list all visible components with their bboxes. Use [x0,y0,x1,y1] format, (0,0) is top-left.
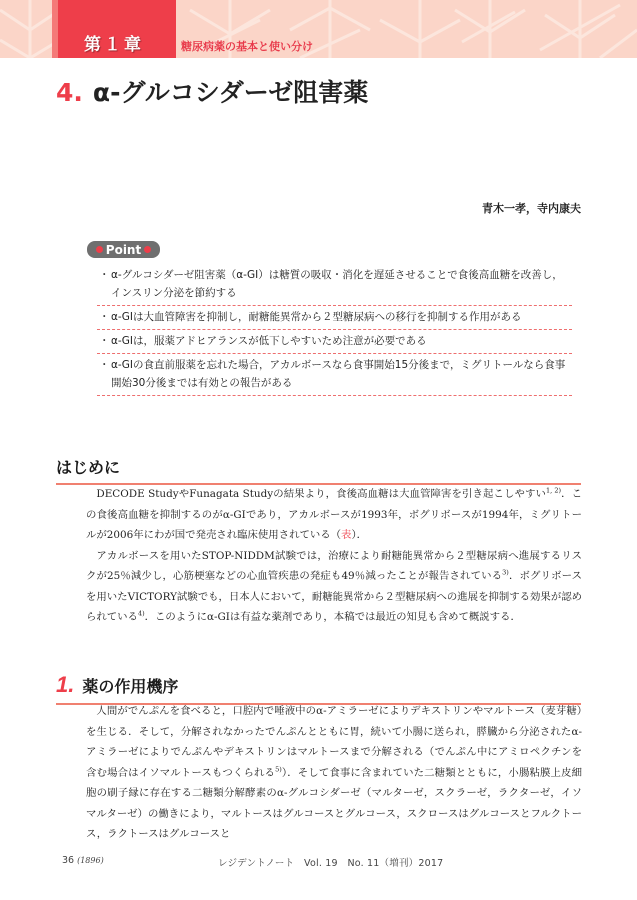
point-text: α-GIは大血管障害を抑制し，耐糖能異常から２型糖尿病への移行を抑制する作用がある [111,311,522,323]
intro-paragraph-1: DECODE StudyやFunagata Studyの結果より，食後高血糖は大血管障害を引き起こしやすい$^{1, 2)}$．この食後高血糖を抑制するのがα-GIであり，アカルボースが1993年，ボグリボースが1994年，ミグリトールが2006年にわが国で発売され臨床使用されている（表）． [86,486,582,541]
point-item [97,330,572,354]
section-1-heading-text: 薬の作用機序 [82,677,179,696]
article-number: 4. [56,78,83,107]
bullet-icon: ・ [99,335,110,347]
article-title-text: α-グルコシダーゼ阻害薬 [92,78,369,107]
point-item [97,354,572,396]
chapter-label: 第１章 [84,35,144,55]
journal-info: レジデントノート Vol. 19 No. 11（増刊）2017 [218,858,444,869]
point-badge-label: Point [105,242,142,257]
section-1-body [86,701,582,845]
point-text: α-GIは，服薬アドヒアランスが低下しやすいため注意が必要である [111,335,427,347]
section-1-paragraph-1: 人間がでんぷんを食べると，口腔内で唾液中のα-アミラーゼによりデキストリンやマルトース（麦芽糖）を生じる．そして，分解されなかったでんぷんとともに胃，続いて小腸に送られ，膵臓から分泌されたα-アミラーゼによりでんぷんやデキストリンはマルトースまで分解される（でんぷん中にアミロペクチンを含む場合はイソマルトースもつくられる$^{5)}$）．そして食事に含まれていた二糖類とともに，小腸粘膜上皮細胞の刷子縁に存在する二糖類分解酵素のα-グルコシダーゼ（マルターゼ，スクラーゼ，ラクターゼ，イソマルターゼ）の働きにより，マルトースはグルコースとグルコース，スクロースはグルコースとフルクトース，ラクトースはグルコースと [86,705,582,840]
point-badge [87,241,160,258]
chapter-subtitle: 糖尿病薬の基本と使い分け [181,40,313,53]
point-item [97,306,572,330]
article-title [56,73,368,109]
badge-dot-icon [96,246,103,253]
point-text: α-グルコシダーゼ阻害薬（α-GI）は糖質の吸収・消化を遅延させることで食後高血糖を改善し，インスリン分泌を節約する [111,269,563,299]
page-sub-number: (1896) [77,856,104,865]
citation: 4) [137,609,145,618]
intro-paragraph-2: アカルボースを用いたSTOP-NIDDM試験では，治療により耐糖能異常から２型糖尿病へ進展するリスクが25％減少し，心筋梗塞などの心血管疾患の発症も49％減ったことが報告されている$^{3)}$．ボグリボースを用いたVICTORY試験でも，日本人において，耐糖能異常から２型糖尿病への進展を抑制する効果が認められている$^{4)}$．このようにα-GIは有益な薬剤であり，本稿では最近の知見も含めて概説する． [86,549,582,623]
chapter-box [52,0,176,58]
point-text: α-GIの食直前服薬を忘れた場合，アカルボースなら食事開始15分後まで，ミグリトールなら食事開始30分後までは有効との報告がある [111,359,566,389]
table-reference-link[interactable]: 表 [341,529,352,541]
chapter-banner [0,0,637,58]
section-number: 1. [56,672,75,697]
point-item [97,264,572,306]
intro-heading-text: はじめに [56,458,121,477]
citation: 5) [275,765,282,774]
authors: 青木一孝，寺内康夫 [482,202,581,215]
bullet-icon: ・ [99,359,110,371]
point-list [97,264,572,396]
page-number: 36 (1896) [62,855,104,866]
bullet-icon: ・ [99,269,110,281]
citation: 1, 2) [545,486,561,495]
page-footer [0,855,637,871]
citation: 3) [502,568,509,577]
intro-body [86,484,582,628]
intro-heading [56,455,581,485]
badge-dot-icon [144,246,151,253]
bullet-icon: ・ [99,311,110,323]
